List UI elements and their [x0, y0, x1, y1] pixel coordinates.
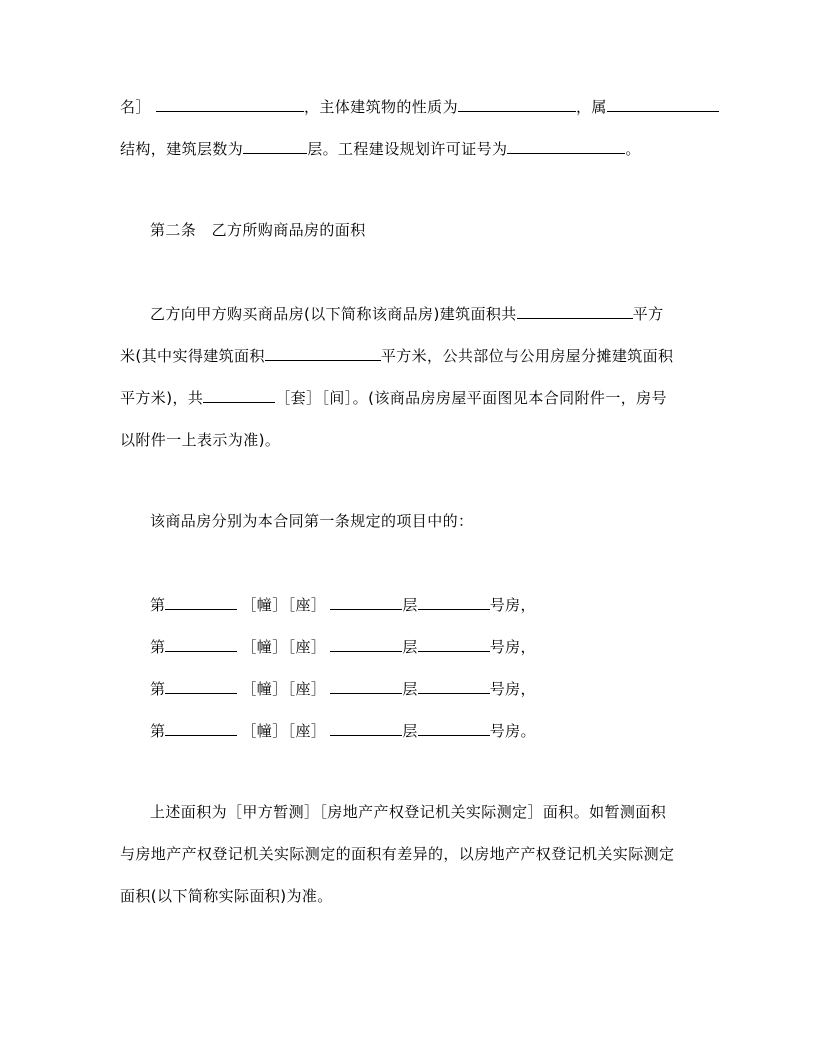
p3: 该商品房分别为本合同第一条规定的项目中的：: [150, 512, 474, 530]
text: 号房，: [489, 596, 536, 614]
text: ［幢］［座］: [241, 596, 327, 614]
text: 号房。: [489, 722, 536, 740]
text: ，主体建筑物的性质为: [303, 98, 458, 116]
text: 第: [150, 722, 166, 740]
unit-blank[interactable]: [330, 637, 402, 652]
p2-line4: 以附件一上表示为准)。: [120, 431, 281, 449]
floor-blank[interactable]: [418, 595, 490, 610]
text: 层。工程建设规划许可证号为: [307, 140, 508, 158]
floor-blank[interactable]: [418, 637, 490, 652]
text: 层: [402, 722, 418, 740]
text: 平方米)，共: [120, 389, 204, 407]
building-blank[interactable]: [165, 721, 237, 736]
p1-line2: [120, 139, 641, 159]
text: ［幢］［座］: [241, 722, 327, 740]
text: 平方米，公共部位与公用房屋分摊建筑面积: [380, 347, 674, 365]
text: ［套］［间］。(该商品房房屋平面图见本合同附件一，房号: [275, 389, 667, 407]
p2-line3: [120, 388, 667, 408]
text: 第: [150, 680, 166, 698]
p2-line2: [120, 346, 673, 366]
text: 乙方向甲方购买商品房(以下简称该商品房)建筑面积共: [150, 305, 517, 323]
text: 结构，建筑层数为: [120, 140, 244, 158]
floor-blank[interactable]: [418, 679, 490, 694]
text: 第: [150, 638, 166, 656]
blank-field[interactable]: [265, 346, 381, 361]
text: 。: [625, 140, 641, 158]
unit-line: [150, 721, 536, 741]
text: 第: [150, 596, 166, 614]
text: ［幢］［座］: [241, 680, 327, 698]
unit-blank[interactable]: [330, 721, 402, 736]
building-blank[interactable]: [165, 679, 237, 694]
p2-line1: [150, 304, 664, 324]
text: 层: [402, 596, 418, 614]
blank-field[interactable]: [243, 139, 307, 154]
blank-field[interactable]: [458, 97, 576, 112]
p4-line1: 上述面积为［甲方暂测］［房地产产权登记机关实际测定］面积。如暂测面积: [150, 803, 667, 821]
blank-field[interactable]: [517, 304, 633, 319]
text: 平方: [632, 305, 664, 323]
blank-field[interactable]: [607, 97, 719, 112]
text: 层: [402, 680, 418, 698]
blank-field[interactable]: [507, 139, 625, 154]
building-blank[interactable]: [165, 637, 237, 652]
p4-line3: 面积(以下简称实际面积)为准。: [120, 887, 333, 905]
blank-field[interactable]: [156, 97, 304, 112]
unit-line: [150, 595, 536, 615]
text: 号房，: [489, 638, 536, 656]
text: 名］: [120, 98, 151, 116]
text: 层: [402, 638, 418, 656]
unit-line: [150, 679, 536, 699]
text: 米(其中实得建筑面积: [120, 347, 265, 365]
p1-line1: [120, 97, 719, 117]
unit-blank[interactable]: [330, 679, 402, 694]
text: ［幢］［座］: [241, 638, 327, 656]
unit-line: [150, 637, 536, 657]
text: 号房，: [489, 680, 536, 698]
text: ，属: [576, 98, 607, 116]
building-blank[interactable]: [165, 595, 237, 610]
p4-line2: 与房地产产权登记机关实际测定的面积有差异的，以房地产产权登记机关实际测定: [120, 845, 675, 863]
unit-blank[interactable]: [330, 595, 402, 610]
blank-field[interactable]: [203, 388, 275, 403]
floor-blank[interactable]: [418, 721, 490, 736]
section-heading: 第二条 乙方所购商品房的面积: [150, 221, 366, 239]
